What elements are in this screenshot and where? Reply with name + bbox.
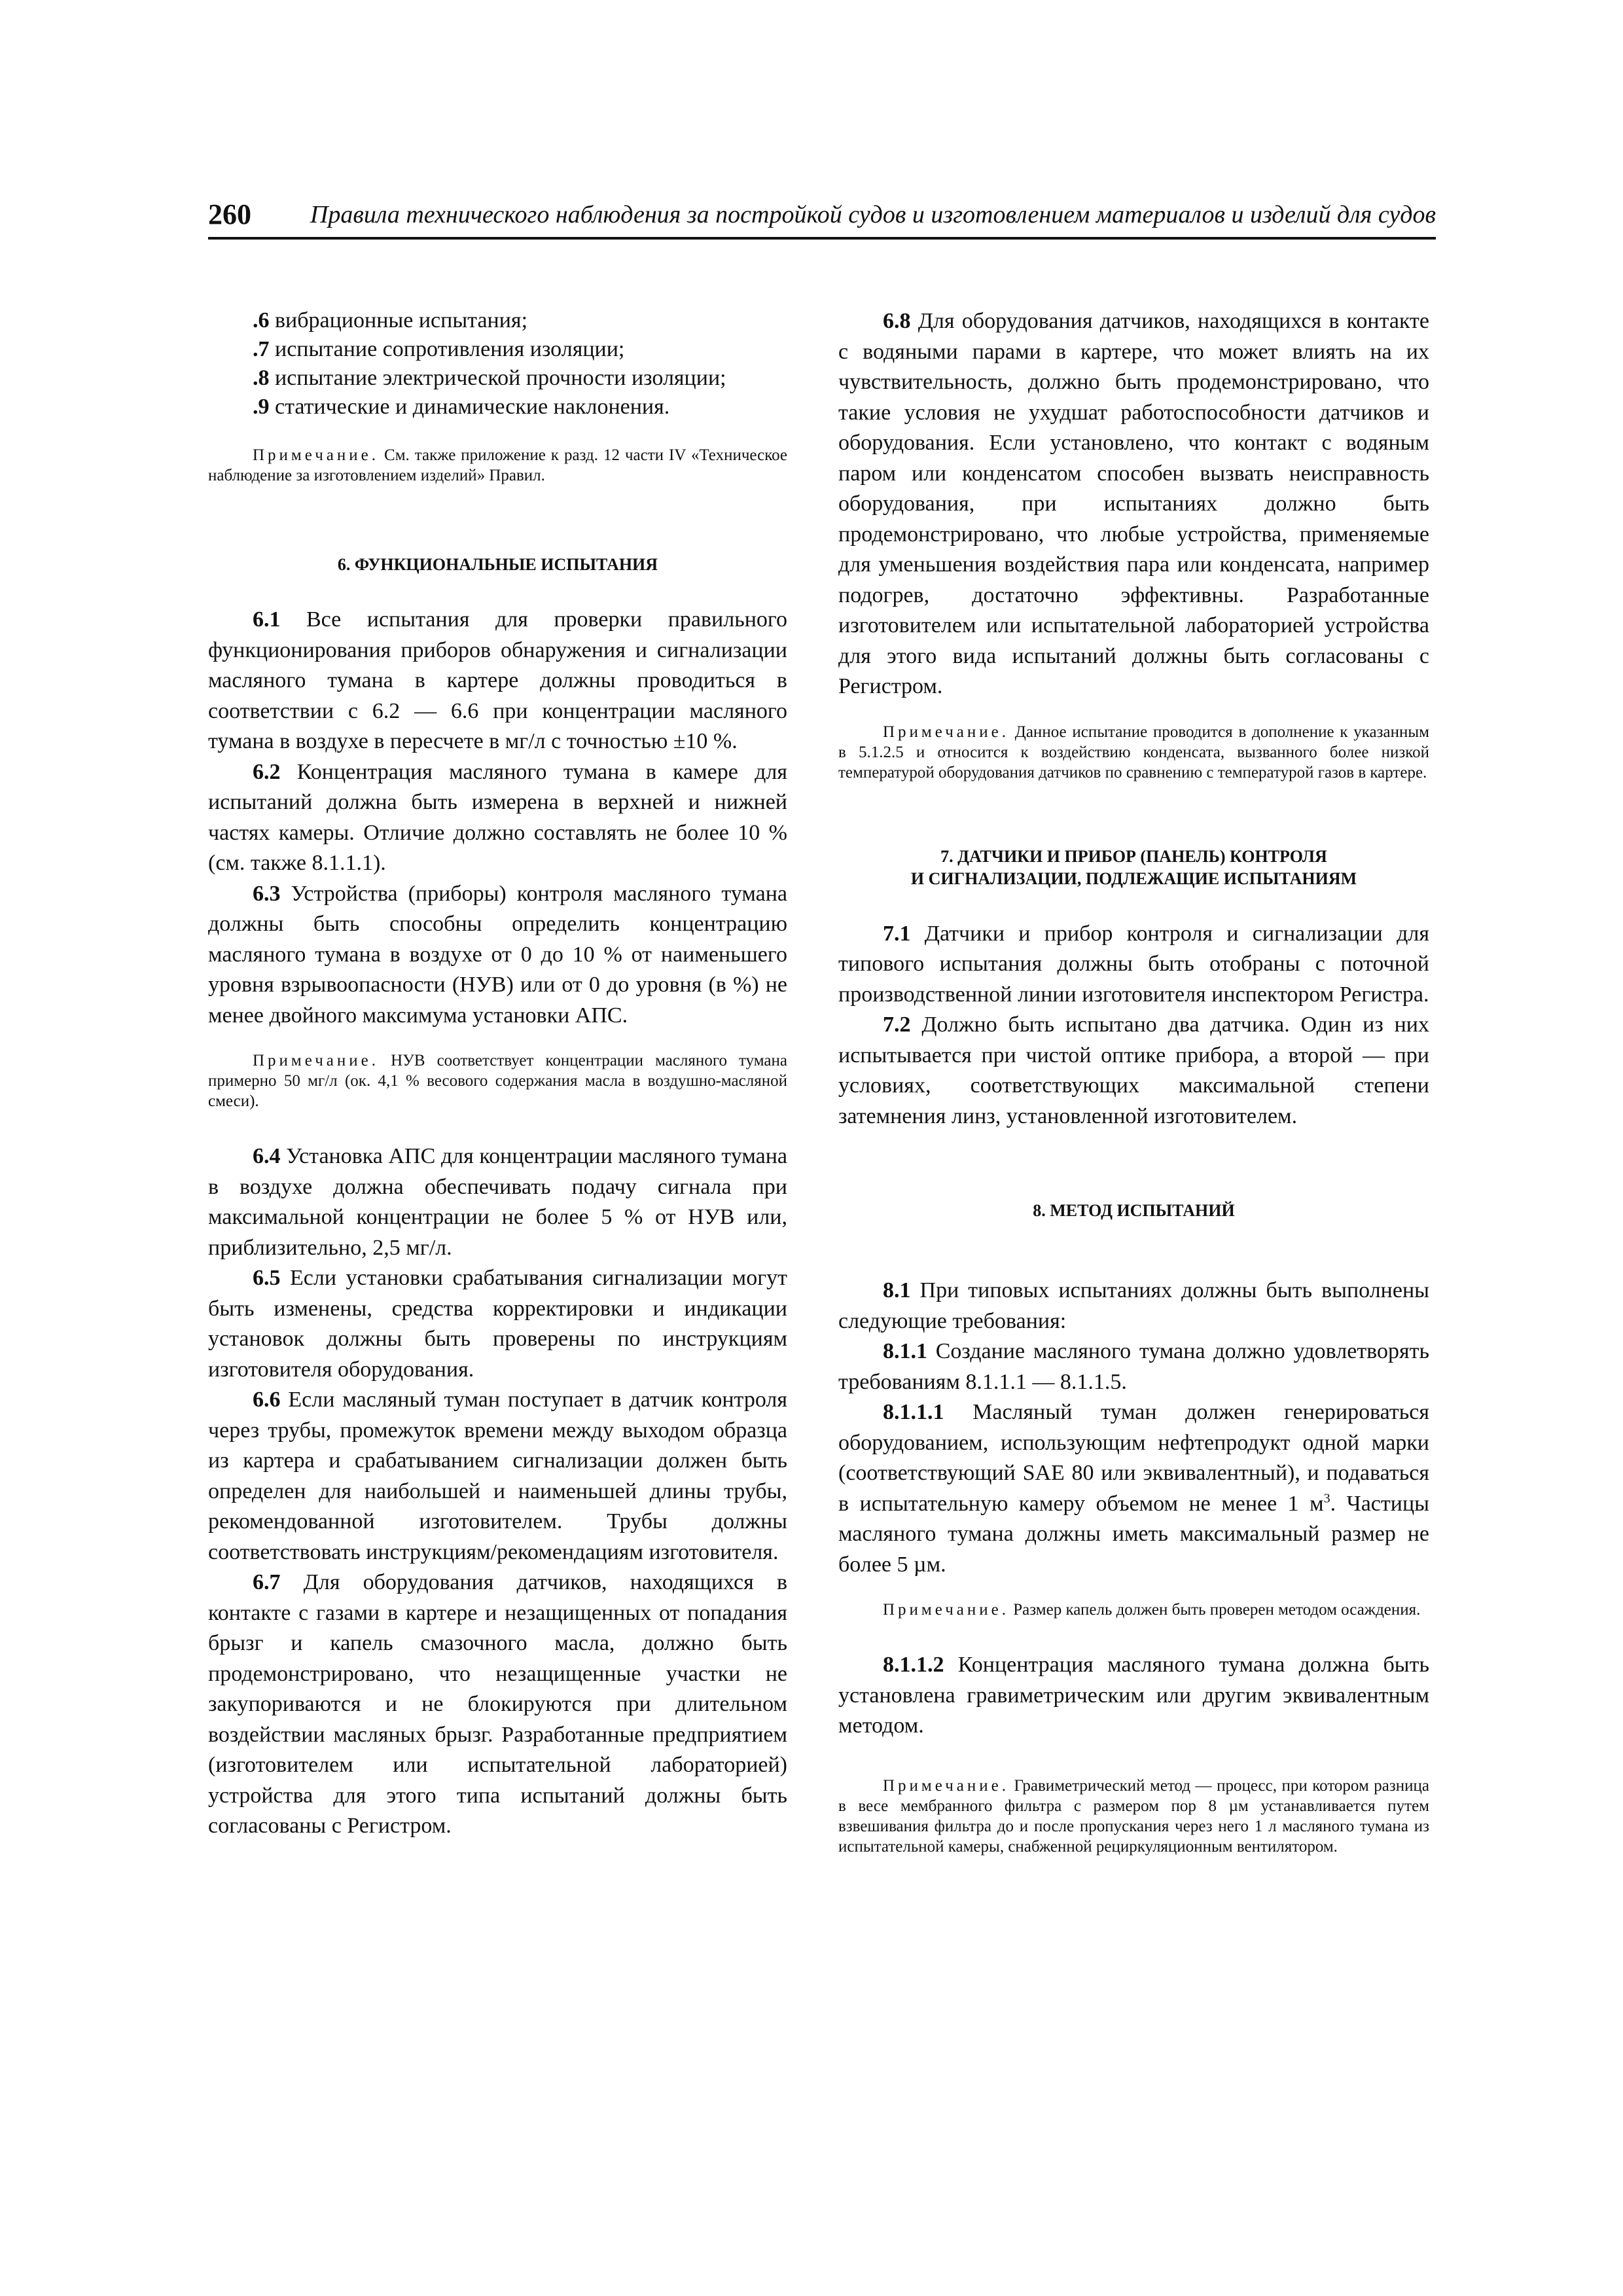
- paragraph-6-2: 6.2 Концентрация масляного тумана в камере для испытаний должна быть измерена в верхней и нижней частях камеры. Отличие должно составлять не более 10 % (см. также 8.1.1.1).: [208, 759, 787, 875]
- section-heading-7: 7. ДАТЧИКИ И ПРИБОР (ПАНЕЛЬ) КОНТРОЛЯ И СИГНАЛИЗАЦИИ, ПОДЛЕЖАЩИЕ ИСПЫТАНИЯМ: [910, 846, 1357, 888]
- paragraph-8-1-1: 8.1.1 Создание масляного тумана должно удовлетворять требованиям 8.1.1.1 — 8.1.1.5.: [838, 1339, 1429, 1394]
- test-list: [208, 306, 787, 422]
- paragraph-6-5: 6.5 Если установки срабатывания сигнализации могут быть изменены, средства корректировки и индикации установок должны быть проверены по инструкциям изготовителя оборудования.: [208, 1266, 787, 1382]
- section-heading-6: 6. ФУНКЦИОНАЛЬНЫЕ ИСПЫТАНИЯ: [337, 555, 658, 574]
- note: Примечание. Гравиметрический метод — процесс, при котором разница в весе мембранного фильтра с размером пор 8 µм устанавливается путем взвешивания фильтра до и после пропускания через него 1 л масляного тумана из испытательной камеры, снабженной рециркуляционным вентилятором.: [838, 1776, 1429, 1856]
- running-title: Правила технического наблюдения за постройкой судов и изготовлением материалов и изделий для судов: [310, 201, 1436, 228]
- paragraph-8-1: 8.1 При типовых испытаниях должны быть выполнены следующие требования:: [838, 1278, 1429, 1333]
- page-number: 260: [208, 198, 251, 230]
- paragraph-8-1-1-1: 8.1.1.1 Масляный туман должен генерироваться оборудованием, использующим нефтепродукт одной марки (соответствующий SAE 80 или эквивалентный), и подаваться в испытательную камеру объемом не менее 1 $м^3$. Частицы масляного тумана должны иметь максимальный размер не более 5 µм.: [838, 1400, 1429, 1577]
- section-heading-8: 8. МЕТОД ИСПЫТАНИЙ: [1033, 1201, 1235, 1220]
- note: Примечание. См. также приложение к разд. 12 части IV «Техническое наблюдение за изготовлением изделий» Правил.: [208, 446, 787, 484]
- list-item: .8 испытание электрической прочности изоляции;: [253, 366, 726, 390]
- left-column: [208, 306, 787, 1842]
- note: Примечание. Данное испытание проводится в дополнение к указанным в 5.1.2.5 и относится к воздействию конденсата, вызванного более низкой температурой оборудования датчиков по сравнению с температурой газов в картере.: [838, 723, 1429, 781]
- paragraph-6-4: 6.4 Установка АПС для концентрации масляного тумана в воздухе должна обеспечивать подачу сигнала при максимальной концентрации не более 5 % от НУВ или, приблизительно, 2,5 мг/л.: [208, 1144, 787, 1260]
- list-item: .7 испытание сопротивления изоляции;: [253, 337, 625, 361]
- paragraph-7-2: 7.2 Должно быть испытано два датчика. Один из них испытывается при чистой оптике прибора, а второй — при условиях, соответствующих максимальной степени затемнения линз, установленной изготовителем.: [838, 1013, 1429, 1128]
- list-item: .6 вибрационные испытания;: [253, 308, 528, 332]
- paragraph-6-1: 6.1 Все испытания для проверки правильного функционирования приборов обнаружения и сигнализации масляного тумана в картере должны проводиться в соответствии с 6.2 — 6.6 при концентрации масляного тумана в воздухе в пересчете в мг/л с точностью ±10 %.: [208, 607, 787, 753]
- note: Примечание. Размер капель должен быть проверен методом осаждения.: [883, 1601, 1421, 1619]
- paragraph-6-7: 6.7 Для оборудования датчиков, находящихся в контакте с газами в картере и незащищенных от попадания брызг и капель смазочного масла, должно быть продемонстрировано, что незащищенные участки не закупориваются и не блокируются при длительном воздействии масляных брызг. Разработанные предприятием (изготовителем или испытательной лабораторией) устройства для этого типа испытаний должны быть согласованы с Регистром.: [208, 1570, 787, 1838]
- right-column: [838, 306, 1429, 1857]
- paragraph-6-8: 6.8 Для оборудования датчиков, находящихся в контакте с водяными парами в картере, что может влиять на их чувствительность, должно быть продемонстрировано, что такие условия не ухудшат работоспособности датчиков и оборудования. Если установлено, что контакт с водяным паром или конденсатом способен вызвать неисправность оборудования, при испытаниях должно быть продемонстрировано, что любые устройства, применяемые для уменьшения воздействия пара или конденсата, например подогрев, достаточно эффективны. Разработанные изготовителем или испытательной лабораторией устройства для этого вида испытаний должны быть согласованы с Регистром.: [838, 309, 1429, 698]
- page-header: [208, 196, 1436, 240]
- list-item: .9 статические и динамические наклонения.: [253, 395, 670, 419]
- paragraph-8-1-1-2: 8.1.1.2 Концентрация масляного тумана должна быть установлена гравиметрическим или другим эквивалентным методом.: [838, 1653, 1429, 1738]
- paragraph-7-1: 7.1 Датчики и прибор контроля и сигнализации для типового испытания должны быть отобраны с поточной производственной линии изготовителя инспектором Регистра.: [838, 921, 1429, 1007]
- note: Примечание. НУВ соответствует концентрации масляного тумана примерно 50 мг/л (ок. 4,1 % весового содержания масла в воздушно-масляной смеси).: [208, 1052, 787, 1110]
- paragraph-6-6: 6.6 Если масляный туман поступает в датчик контроля через трубы, промежуток времени между выходом образца из картера и срабатыванием сигнализации должен быть определен для наибольшей и наименьшей длины трубы, рекомендованной изготовителем. Трубы должны соответствовать инструкциям/рекомендациям изготовителя.: [208, 1388, 787, 1564]
- paragraph-6-3: 6.3 Устройства (приборы) контроля масляного тумана должны быть способны определить концентрацию масляного тумана в воздухе от 0 до 10 % от наименьшего уровня взрывоопасности (НУВ) или от 0 до уровня (в %) не менее двойного максимума установки АПС.: [208, 881, 787, 1028]
